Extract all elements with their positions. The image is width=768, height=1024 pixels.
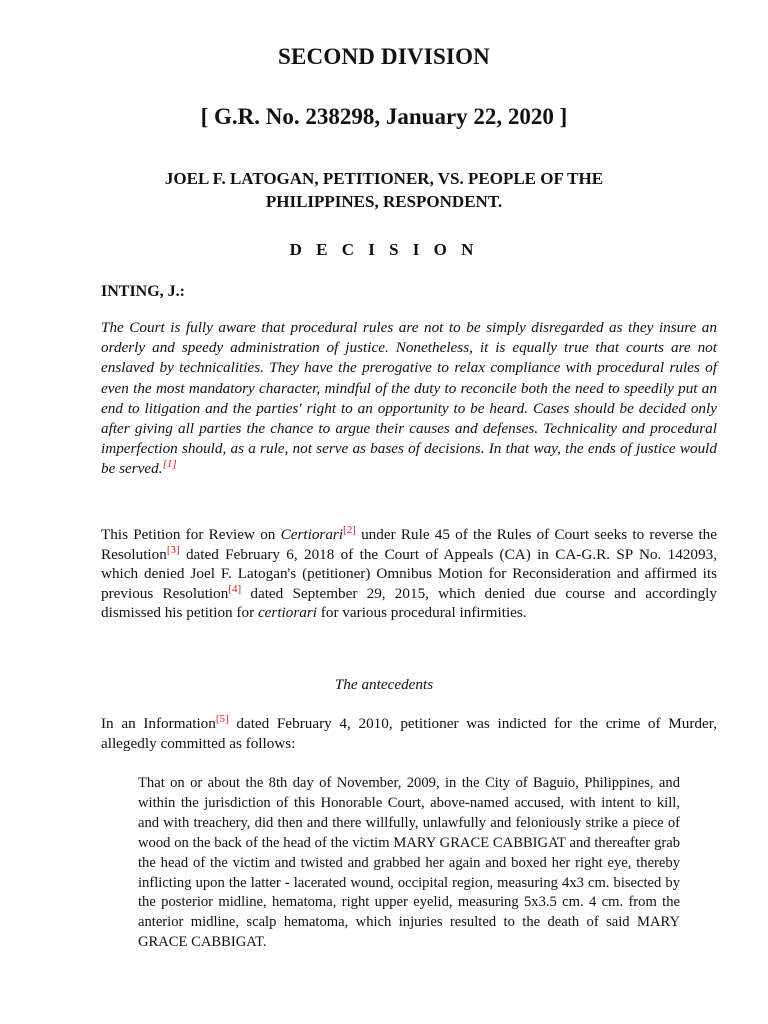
ponente: INTING, J.: [101, 283, 186, 300]
footnote-link-2[interactable]: [2] [343, 524, 356, 536]
case-number-heading: [ G.R. No. 238298, January 22, 2020 ] [200, 104, 568, 129]
paragraph-italic-text: Certiorari [280, 526, 344, 543]
decision-heading: D E C I S I O N [289, 240, 479, 259]
division-heading: SECOND DIVISION [278, 44, 490, 69]
paragraph-text: dated February 4, 2010, petitioner was indicted for the crime of Murder, allegedly committed as follows: [101, 715, 717, 752]
footnote-link-1[interactable]: [1] [162, 458, 177, 471]
antecedents-subheading: The antecedents [334, 676, 434, 693]
footnote-link-5[interactable]: [5] [215, 713, 229, 725]
paragraph-text: for various procedural infirmities. [317, 604, 527, 622]
petition-paragraph [101, 525, 717, 623]
paragraph-text: In an Information [101, 715, 216, 732]
opening-quote [101, 318, 717, 480]
parties-line-2: PHILIPPINES, RESPONDENT. [265, 192, 503, 211]
paragraph-italic-text: certiorari [257, 604, 317, 622]
paragraph-text: dated September 29, 2015, which denied due course and accordingly dismissed his petition for [101, 584, 717, 622]
opening-quote-text: The Court is fully aware that procedural rules are not to be simply disregarded as they insure an orderly and speedy administration of justice. Nonetheless, it is equally true that courts are not enslaved by technicalities. They have the prerogative to relax compliance with procedural rules of even the most mandatory character, mindful of the duty to reconcile both the need to speedily put an end to litigation and the parties' right to an opportunity to be heard. Cases should be decided only after giving all parties the chance to argue their causes and defenses. Technicality and procedural imperfection should, as a rule, not serve as bases of decisions. In that way, the ends of justice would be served. [101, 319, 717, 478]
footnote-link-3[interactable]: [3] [166, 543, 180, 556]
information-paragraph [101, 714, 717, 753]
paragraph-text: under Rule 45 of the Rules of Court seeks to reverse the Resolution [101, 526, 717, 563]
paragraph-text: This Petition for Review on [101, 526, 281, 543]
footnote-link-4[interactable]: [4] [228, 582, 242, 595]
parties-heading [130, 167, 638, 213]
parties-line-1: JOEL F. LATOGAN, PETITIONER, VS. PEOPLE OF THE [164, 169, 604, 188]
paragraph-text: dated February 6, 2018 of the Court of Appeals (CA) in CA-G.R. SP No. 142093, which denied Joel F. Latogan's (petitioner) Omnibus Motion for Reconsideration and affirmed its previous Resolution [101, 545, 717, 602]
information-blockquote: That on or about the 8th day of November, 2009, in the City of Baguio, Philippines, and within the jurisdiction of this Honorable Court, above-named accused, with intent to kill, and with treachery, did then and there willfully, unlawfully and feloniously strike a piece of wood on the back of the head of the victim MARY GRACE CABBIGAT and thereafter grab the head of the victim and twisted and grabbed her again and boxed her right eye, thereby inflicting upon the latter - lacerated wound, occipital region, measuring 4x3 cm. bisected by the posterior midline, hematoma, right upper eyelid, measuring 5x3.5 cm. 4 cm. from the anterior midline, scalp hematoma, which injuries resulted to the death of said MARY GRACE CABBIGAT. [138, 775, 680, 951]
